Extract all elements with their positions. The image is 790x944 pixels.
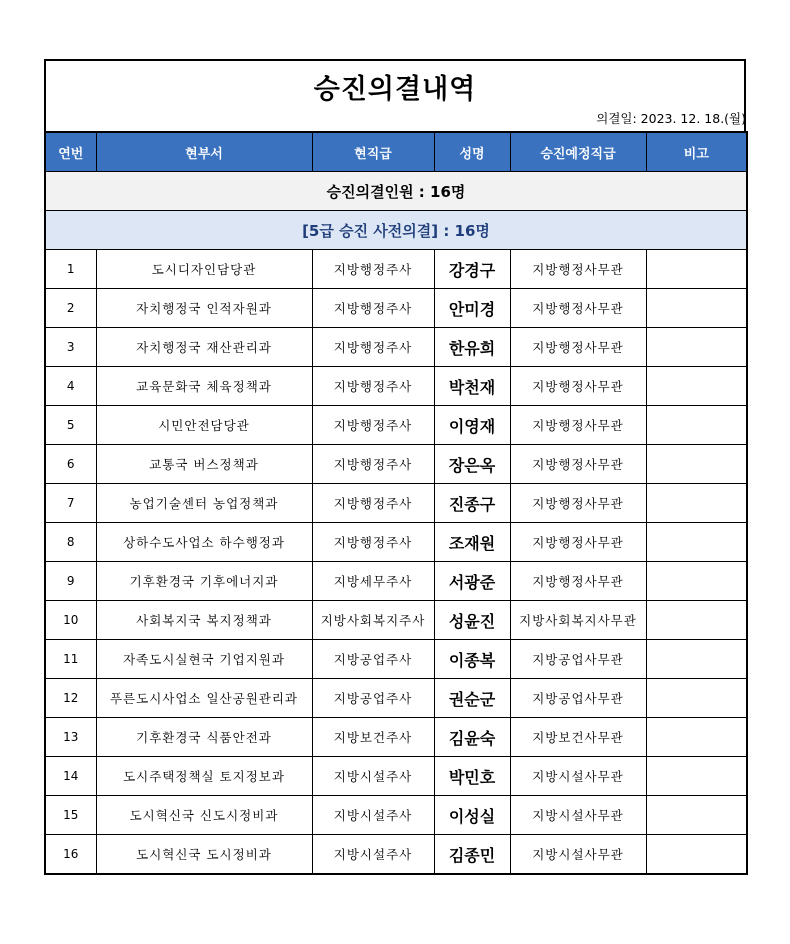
cell-dept: 자치행정국 인적자원과	[96, 289, 312, 328]
cell-next-grade: 지방행정사무관	[510, 484, 646, 523]
cell-grade: 지방행정주사	[312, 406, 434, 445]
cell-name: 조재원	[434, 523, 510, 562]
cell-grade: 지방행정주사	[312, 250, 434, 289]
cell-name: 김윤숙	[434, 718, 510, 757]
cell-dept: 교통국 버스정책과	[96, 445, 312, 484]
cell-no: 12	[45, 679, 96, 718]
cell-note	[646, 640, 747, 679]
cell-note	[646, 757, 747, 796]
cell-name: 박민호	[434, 757, 510, 796]
cell-grade: 지방시설주사	[312, 757, 434, 796]
cell-next-grade: 지방행정사무관	[510, 445, 646, 484]
cell-no: 4	[45, 367, 96, 406]
table-row	[45, 796, 747, 835]
cell-name: 이종복	[434, 640, 510, 679]
cell-note	[646, 562, 747, 601]
cell-name: 이영재	[434, 406, 510, 445]
cell-no: 5	[45, 406, 96, 445]
cell-dept: 푸른도시사업소 일산공원관리과	[96, 679, 312, 718]
cell-name: 강경구	[434, 250, 510, 289]
cell-grade: 지방행정주사	[312, 484, 434, 523]
table-row	[45, 406, 747, 445]
cell-grade: 지방행정주사	[312, 445, 434, 484]
cell-next-grade: 지방행정사무관	[510, 289, 646, 328]
group-text: [5급 승진 사전의결] : 16명	[45, 211, 747, 250]
cell-no: 8	[45, 523, 96, 562]
summary-row	[45, 172, 747, 211]
cell-no: 14	[45, 757, 96, 796]
cell-name: 이성실	[434, 796, 510, 835]
col-header-note: 비고	[646, 132, 747, 172]
cell-dept: 기후환경국 기후에너지과	[96, 562, 312, 601]
cell-next-grade: 지방행정사무관	[510, 250, 646, 289]
cell-no: 10	[45, 601, 96, 640]
table-row	[45, 601, 747, 640]
cell-grade: 지방공업주사	[312, 640, 434, 679]
cell-note	[646, 835, 747, 875]
cell-dept: 도시디자인담당관	[96, 250, 312, 289]
cell-dept: 시민안전담당관	[96, 406, 312, 445]
table-row	[45, 250, 747, 289]
cell-name: 김종민	[434, 835, 510, 875]
cell-note	[646, 328, 747, 367]
cell-grade: 지방행정주사	[312, 328, 434, 367]
cell-dept: 도시혁신국 신도시정비과	[96, 796, 312, 835]
cell-grade: 지방행정주사	[312, 367, 434, 406]
col-header-next-grade: 승진예정직급	[510, 132, 646, 172]
col-header-name: 성명	[434, 132, 510, 172]
col-header-grade: 현직급	[312, 132, 434, 172]
cell-next-grade: 지방보건사무관	[510, 718, 646, 757]
cell-next-grade: 지방행정사무관	[510, 406, 646, 445]
table-row	[45, 679, 747, 718]
cell-next-grade: 지방공업사무관	[510, 679, 646, 718]
table-row	[45, 835, 747, 875]
table-row	[45, 523, 747, 562]
cell-dept: 상하수도사업소 하수행정과	[96, 523, 312, 562]
summary-text: 승진의결인원 : 16명	[45, 172, 747, 211]
cell-dept: 자치행정국 재산관리과	[96, 328, 312, 367]
cell-next-grade: 지방행정사무관	[510, 328, 646, 367]
cell-next-grade: 지방행정사무관	[510, 562, 646, 601]
cell-name: 장은옥	[434, 445, 510, 484]
cell-note	[646, 796, 747, 835]
doc-title: 승진의결내역	[313, 74, 477, 105]
col-header-no: 연번	[45, 132, 96, 172]
cell-note	[646, 523, 747, 562]
cell-no: 2	[45, 289, 96, 328]
cell-no: 7	[45, 484, 96, 523]
col-header-dept: 현부서	[96, 132, 312, 172]
cell-no: 16	[45, 835, 96, 875]
cell-name: 서광준	[434, 562, 510, 601]
cell-next-grade: 지방행정사무관	[510, 523, 646, 562]
cell-note	[646, 601, 747, 640]
cell-grade: 지방보건주사	[312, 718, 434, 757]
cell-dept: 자족도시실현국 기업지원과	[96, 640, 312, 679]
cell-grade: 지방행정주사	[312, 523, 434, 562]
promotion-table	[44, 131, 748, 875]
cell-note	[646, 289, 747, 328]
cell-name: 권순군	[434, 679, 510, 718]
header-row	[45, 132, 747, 172]
table-row	[45, 328, 747, 367]
table-row	[45, 445, 747, 484]
cell-next-grade: 지방시설사무관	[510, 835, 646, 875]
cell-name: 안미경	[434, 289, 510, 328]
cell-note	[646, 484, 747, 523]
cell-next-grade: 지방공업사무관	[510, 640, 646, 679]
group-row	[45, 211, 747, 250]
cell-no: 15	[45, 796, 96, 835]
cell-grade: 지방사회복지주사	[312, 601, 434, 640]
table-row	[45, 562, 747, 601]
cell-dept: 도시주택정책실 토지정보과	[96, 757, 312, 796]
cell-dept: 도시혁신국 도시정비과	[96, 835, 312, 875]
cell-next-grade: 지방시설사무관	[510, 757, 646, 796]
cell-no: 3	[45, 328, 96, 367]
cell-grade: 지방시설주사	[312, 796, 434, 835]
table-row	[45, 367, 747, 406]
cell-grade: 지방공업주사	[312, 679, 434, 718]
cell-next-grade: 지방사회복지사무관	[510, 601, 646, 640]
cell-no: 11	[45, 640, 96, 679]
document-sheet	[44, 59, 746, 875]
resolution-date: 의결일: 2023. 12. 18.(월)	[596, 111, 746, 126]
cell-note	[646, 406, 747, 445]
title-area	[44, 59, 746, 131]
cell-dept: 교육문화국 체육정책과	[96, 367, 312, 406]
cell-name: 성윤진	[434, 601, 510, 640]
cell-no: 13	[45, 718, 96, 757]
cell-next-grade: 지방시설사무관	[510, 796, 646, 835]
cell-note	[646, 718, 747, 757]
cell-no: 6	[45, 445, 96, 484]
cell-note	[646, 445, 747, 484]
table-row	[45, 484, 747, 523]
cell-grade: 지방시설주사	[312, 835, 434, 875]
table-row	[45, 640, 747, 679]
cell-name: 진종구	[434, 484, 510, 523]
cell-grade: 지방행정주사	[312, 289, 434, 328]
cell-name: 한유희	[434, 328, 510, 367]
cell-dept: 사회복지국 복지정책과	[96, 601, 312, 640]
cell-note	[646, 679, 747, 718]
cell-dept: 농업기술센터 농업정책과	[96, 484, 312, 523]
cell-note	[646, 250, 747, 289]
cell-note	[646, 367, 747, 406]
table-row	[45, 757, 747, 796]
cell-dept: 기후환경국 식품안전과	[96, 718, 312, 757]
cell-grade: 지방세무주사	[312, 562, 434, 601]
cell-name: 박천재	[434, 367, 510, 406]
cell-no: 9	[45, 562, 96, 601]
table-row	[45, 289, 747, 328]
table-row	[45, 718, 747, 757]
cell-no: 1	[45, 250, 96, 289]
cell-next-grade: 지방행정사무관	[510, 367, 646, 406]
